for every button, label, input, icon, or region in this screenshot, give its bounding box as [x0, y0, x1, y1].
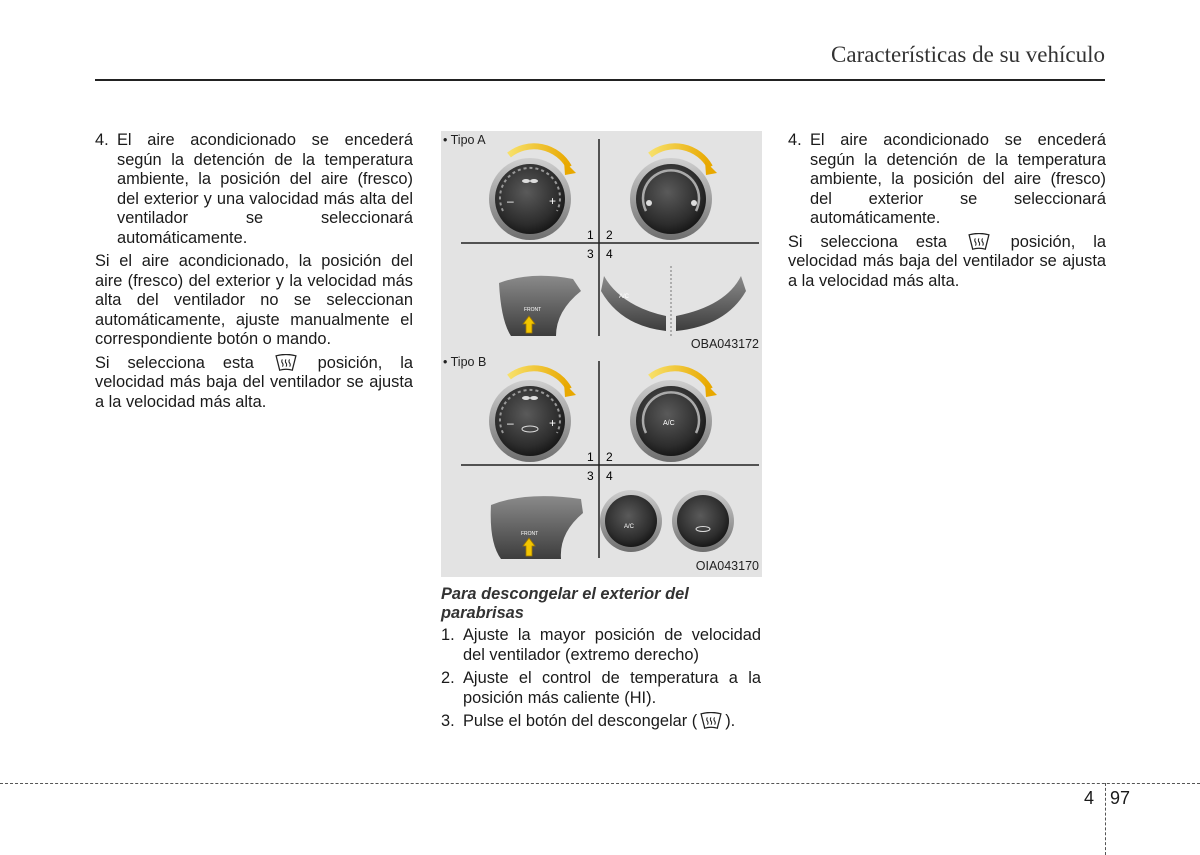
fig-a-q3: 3 — [587, 247, 594, 261]
defrost-icon — [968, 233, 990, 251]
step-3-number: 3. — [441, 712, 455, 730]
front-button-text-a: FRONT — [524, 307, 542, 313]
step-3-text-start: Pulse el botón del descongelar ( — [463, 712, 698, 730]
procedure-steps — [441, 626, 761, 736]
ac-knob-small — [600, 490, 662, 552]
svg-text:+: + — [549, 194, 557, 208]
header-rule — [95, 79, 1105, 81]
front-button-text-b: FRONT — [521, 531, 539, 537]
fan-knob-small — [672, 490, 734, 552]
defrost-icon — [275, 354, 297, 372]
right-paragraph-start: Si selecciona esta — [788, 232, 947, 251]
figure-tipo-a — [441, 131, 762, 355]
svg-text:–: – — [507, 194, 514, 208]
fan-knob-1 — [489, 158, 571, 240]
left-column — [95, 131, 413, 416]
footer-dashed-line — [0, 783, 1200, 784]
left-item-4-text: El aire acondicionado se encederá según la detención de la temperatura ambiente, la posición del aire (fresco) del exterior y una valocidad más alta del ventilador se seleccionará automáticamente. — [117, 131, 413, 247]
fig-a-q4: 4 — [606, 247, 613, 261]
right-item-4-number: 4. — [788, 131, 802, 149]
left-paragraph-2-start: Si selecciona esta — [95, 353, 254, 372]
fig-b-q1: 1 — [587, 450, 594, 464]
fig-a-q1: 1 — [587, 228, 594, 242]
right-paragraph — [788, 233, 1106, 292]
page-number: 97 — [1110, 788, 1131, 808]
right-column — [788, 131, 1106, 295]
step-1-text: Ajuste la mayor posición de velocidad del ventilador (extremo derecho) — [463, 626, 761, 664]
left-paragraph-2 — [95, 354, 413, 413]
figure-b-code: OIA043170 — [695, 559, 759, 573]
fig-b-q3: 3 — [587, 469, 594, 483]
ac-label-b: A/C — [624, 524, 635, 530]
defrost-front-button — [491, 496, 583, 559]
ac-recirc-buttons — [601, 266, 746, 336]
svg-text:+: + — [549, 416, 557, 430]
svg-text:–: – — [507, 416, 514, 430]
procedure-step-3 — [441, 712, 761, 732]
chapter-number: 4 — [1084, 788, 1095, 808]
right-item-4 — [788, 131, 1106, 229]
footer-vertical-dashed-line — [1105, 783, 1106, 855]
section-title: Características de su vehículo — [831, 42, 1105, 67]
defrost-front-button — [499, 276, 581, 336]
ac-label-a: A/C — [619, 294, 630, 300]
fig-a-q2: 2 — [606, 228, 613, 242]
temperature-knob-2 — [630, 380, 712, 462]
left-item-4-number: 4. — [95, 131, 109, 149]
procedure-step-1 — [441, 626, 761, 665]
procedure-step-2 — [441, 669, 761, 708]
step-2-number: 2. — [441, 669, 455, 687]
step-3-text-end: ). — [725, 712, 736, 730]
step-2-text: Ajuste el control de temperatura a la posición más caliente (HI). — [463, 669, 761, 707]
ac-label-b-knob: A/C — [663, 420, 675, 427]
left-paragraph-2-end: posición, la velocidad más baja del ventilador se ajusta a la velocidad más alta. — [95, 353, 413, 411]
fig-b-q4: 4 — [606, 469, 613, 483]
left-paragraph-1: Si el aire acondicionado, la posición del aire (fresco) del exterior y la velocidad más alta del ventilador no se seleccionan automáticamente, ajuste manualmente el correspondiente botón o mando. — [95, 252, 413, 348]
right-item-4-text: El aire acondicionado se encederá según la detención de la temperatura ambiente, la posición del aire (fresco) del exterior se seleccionará automáticamente. — [810, 131, 1106, 227]
right-paragraph-end: posición, la velocidad más baja del ventilador se ajusta a la velocidad más alta. — [788, 232, 1106, 290]
left-item-4 — [95, 131, 413, 248]
temperature-knob-1 — [630, 158, 712, 240]
figure-a-label: • Tipo A — [443, 133, 486, 147]
figure-tipo-b — [441, 353, 762, 577]
defrost-icon — [700, 712, 722, 730]
figure-a-code: OBA043172 — [690, 337, 759, 351]
procedure-title: Para descongelar el exterior del parabrisas — [441, 585, 689, 622]
figure-b-label: • Tipo B — [443, 355, 487, 369]
step-1-number: 1. — [441, 626, 455, 644]
fan-knob-2 — [489, 380, 571, 462]
fig-b-q2: 2 — [606, 450, 613, 464]
